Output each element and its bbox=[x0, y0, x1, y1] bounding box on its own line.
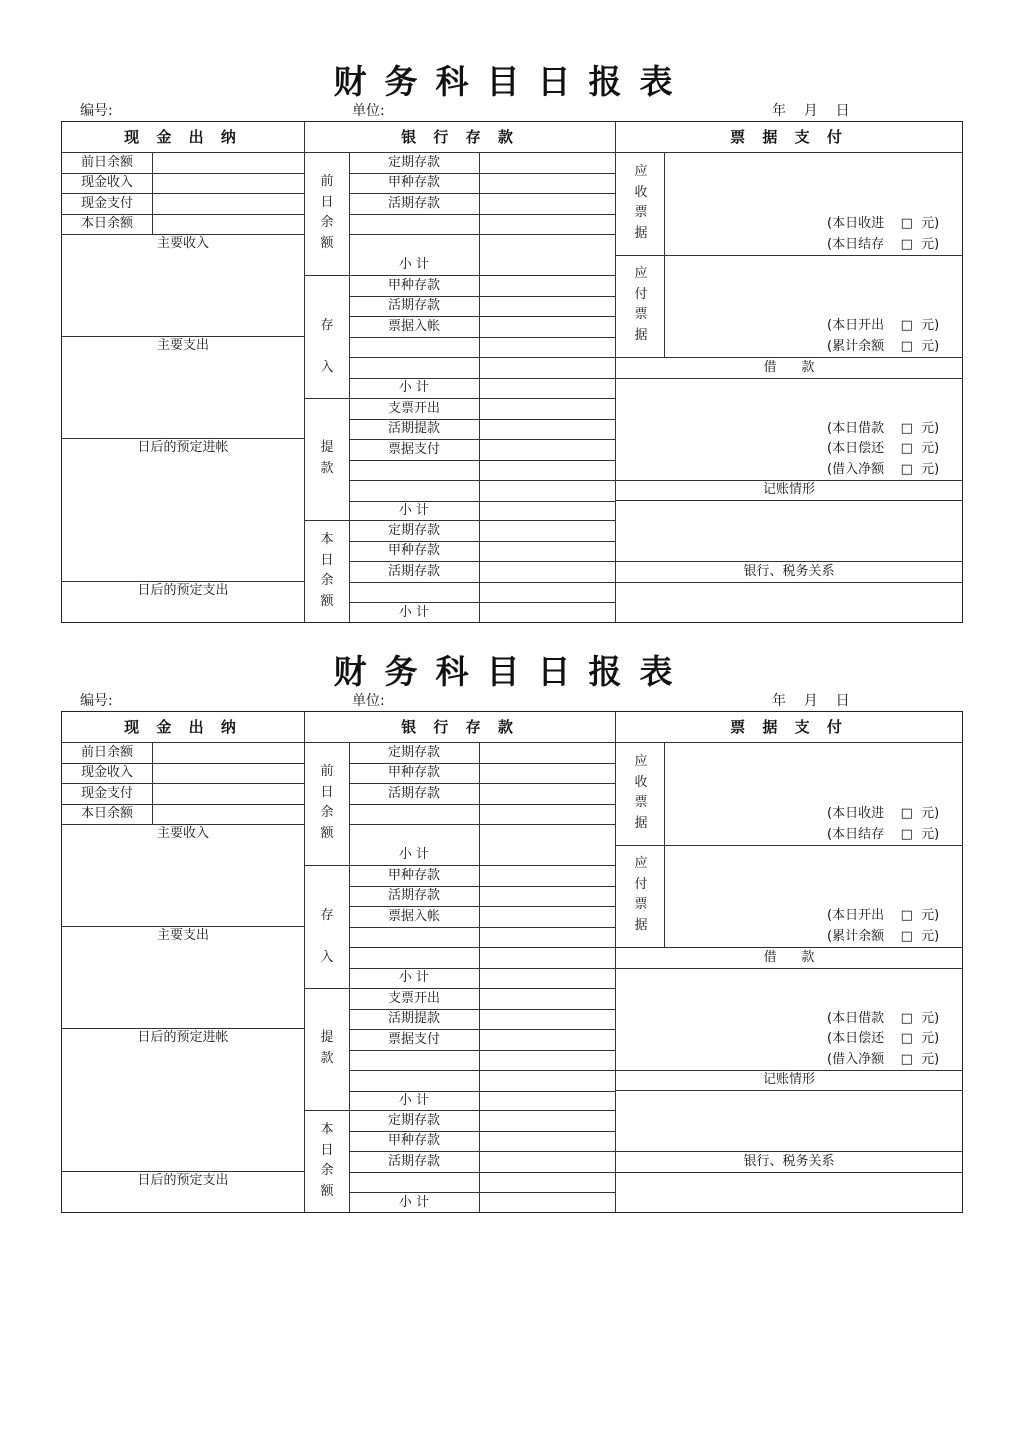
accounting-label: 记账情形 bbox=[762, 1072, 815, 1087]
receivable-line: (本日收进 □ 元) bbox=[827, 806, 940, 821]
bank-subtotal-label: 小 计 bbox=[398, 604, 430, 620]
bank-item-label: 甲种存款 bbox=[387, 867, 440, 883]
bills-header: 票 据 支 付 bbox=[730, 718, 848, 736]
payable-line: (本日开出 □ 元) bbox=[827, 908, 940, 923]
cash-row-label: 现金支付 bbox=[80, 195, 133, 211]
loan-header: 借 款 bbox=[763, 949, 815, 965]
receivable-line: (本日收进 □ 元) bbox=[827, 216, 940, 231]
bank-item-label: 甲种存款 bbox=[387, 543, 440, 558]
accounting-label: 记账情形 bbox=[762, 482, 815, 497]
cash-section-label: 主要支出 bbox=[156, 928, 209, 943]
bank-item-label: 定期存款 bbox=[387, 744, 440, 760]
payable-line: (累计余额 □ 元) bbox=[827, 928, 940, 944]
bank-item-label: 定期存款 bbox=[387, 522, 440, 538]
bank-subtotal-label: 小 计 bbox=[398, 970, 430, 985]
bank-item-label: 活期存款 bbox=[387, 785, 440, 801]
report-form-2 bbox=[0, 652, 1024, 1222]
number-label: 编号: bbox=[80, 693, 113, 709]
payable-line: (本日开出 □ 元) bbox=[827, 318, 940, 333]
date-label: 年 月 日 bbox=[772, 693, 850, 709]
cash-section-label: 主要支出 bbox=[156, 338, 209, 353]
bank-item-label: 活期提款 bbox=[387, 421, 440, 436]
cash-section-label: 日后的预定进帐 bbox=[137, 1030, 229, 1045]
cash-section-label: 主要收入 bbox=[156, 236, 209, 251]
number-label: 编号: bbox=[80, 103, 113, 119]
bank-group-label: 提 款 bbox=[320, 1030, 334, 1066]
report-form-1 bbox=[0, 62, 1024, 632]
cash-section-label: 日后的预定进帐 bbox=[137, 440, 229, 455]
cash-row-label: 本日余额 bbox=[80, 806, 133, 821]
cash-section-label: 日后的预定支出 bbox=[137, 1173, 229, 1188]
form-title: 财务科目日报表 bbox=[333, 652, 691, 691]
bank-item-label: 定期存款 bbox=[387, 154, 440, 170]
receivable-label: 应 收 票 据 bbox=[634, 754, 648, 831]
loan-line: (借入净额 □ 元) bbox=[827, 461, 940, 477]
loan-line: (本日偿还 □ 元) bbox=[827, 1031, 940, 1046]
unit-label: 单位: bbox=[352, 103, 385, 119]
bank-group-label: 本 日 余 额 bbox=[320, 532, 334, 609]
payable-label: 应 付 票 据 bbox=[634, 856, 648, 933]
bank-header: 银 行 存 款 bbox=[401, 128, 519, 146]
cash-section-label: 主要收入 bbox=[156, 826, 209, 841]
cash-row-label: 现金收入 bbox=[80, 175, 133, 190]
date-label: 年 月 日 bbox=[772, 103, 850, 119]
bank-tax-label: 银行、税务关系 bbox=[743, 1153, 835, 1169]
bank-subtotal-label: 小 计 bbox=[398, 1194, 430, 1210]
cash-row-label: 前日余额 bbox=[80, 154, 133, 170]
bank-group-label: 本 日 余 额 bbox=[320, 1122, 334, 1199]
bank-group-label: 提 款 bbox=[320, 440, 334, 476]
form-title: 财务科目日报表 bbox=[333, 62, 691, 101]
cash-section-label: 日后的预定支出 bbox=[137, 583, 229, 598]
bank-item-label: 活期存款 bbox=[387, 298, 440, 313]
bank-item-label: 票据支付 bbox=[387, 441, 440, 457]
loan-line: (本日借款 □ 元) bbox=[827, 1010, 940, 1026]
receivable-label: 应 收 票 据 bbox=[634, 164, 648, 241]
bank-item-label: 票据支付 bbox=[387, 1031, 440, 1047]
cash-row-label: 现金支付 bbox=[80, 785, 133, 801]
cash-header: 现 金 出 纳 bbox=[124, 718, 242, 736]
unit-label: 单位: bbox=[352, 693, 385, 709]
bank-item-label: 活期存款 bbox=[387, 1153, 440, 1169]
cash-row-label: 现金收入 bbox=[80, 765, 133, 780]
cash-header: 现 金 出 纳 bbox=[124, 128, 242, 146]
bank-item-label: 票据入帐 bbox=[387, 318, 440, 334]
bills-header: 票 据 支 付 bbox=[730, 128, 848, 146]
bank-item-label: 活期存款 bbox=[387, 888, 440, 903]
cash-row-label: 本日余额 bbox=[80, 216, 133, 231]
bank-subtotal-label: 小 计 bbox=[398, 257, 430, 272]
bank-item-label: 甲种存款 bbox=[387, 1133, 440, 1148]
bank-item-label: 甲种存款 bbox=[387, 175, 440, 190]
bank-item-label: 甲种存款 bbox=[387, 277, 440, 293]
bank-group-label: 前 日 余 额 bbox=[320, 764, 334, 841]
bank-item-label: 活期提款 bbox=[387, 1011, 440, 1026]
bank-item-label: 活期存款 bbox=[387, 195, 440, 211]
bank-item-label: 支票开出 bbox=[387, 400, 440, 416]
bank-item-label: 定期存款 bbox=[387, 1112, 440, 1128]
bank-item-label: 甲种存款 bbox=[387, 765, 440, 780]
bank-subtotal-label: 小 计 bbox=[398, 1092, 430, 1108]
bank-header: 银 行 存 款 bbox=[401, 718, 519, 736]
bank-group-label: 存 入 bbox=[320, 908, 334, 965]
loan-line: (本日偿还 □ 元) bbox=[827, 441, 940, 456]
report-table bbox=[61, 121, 963, 623]
bank-item-label: 票据入帐 bbox=[387, 908, 440, 924]
report-table bbox=[61, 711, 963, 1213]
loan-line: (本日借款 □ 元) bbox=[827, 420, 940, 436]
receivable-line: (本日结存 □ 元) bbox=[827, 826, 940, 842]
payable-label: 应 付 票 据 bbox=[634, 266, 648, 343]
bank-item-label: 活期存款 bbox=[387, 563, 440, 579]
bank-subtotal-label: 小 计 bbox=[398, 380, 430, 395]
loan-header: 借 款 bbox=[763, 359, 815, 375]
bank-item-label: 支票开出 bbox=[387, 990, 440, 1006]
receivable-line: (本日结存 □ 元) bbox=[827, 236, 940, 252]
bank-tax-label: 银行、税务关系 bbox=[743, 563, 835, 579]
payable-line: (累计余额 □ 元) bbox=[827, 338, 940, 354]
cash-row-label: 前日余额 bbox=[80, 744, 133, 760]
bank-subtotal-label: 小 计 bbox=[398, 502, 430, 518]
loan-line: (借入净额 □ 元) bbox=[827, 1051, 940, 1067]
bank-group-label: 前 日 余 额 bbox=[320, 174, 334, 251]
bank-subtotal-label: 小 计 bbox=[398, 847, 430, 862]
bank-group-label: 存 入 bbox=[320, 318, 334, 375]
